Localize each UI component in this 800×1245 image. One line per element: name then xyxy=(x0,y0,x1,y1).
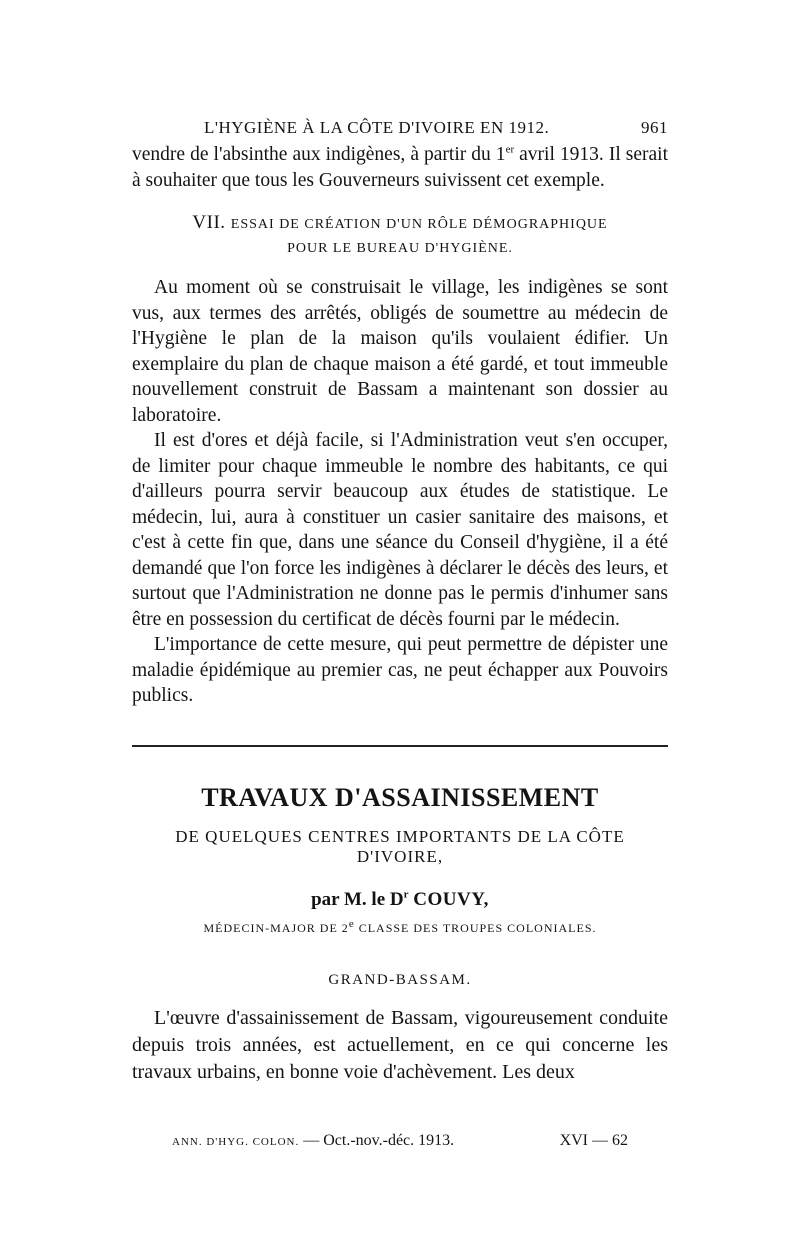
journal-abbrev: ANN. D'HYG. COLON. xyxy=(172,1136,300,1148)
issue-date: — Oct.-nov.-déc. 1913. xyxy=(299,1132,455,1149)
author-affiliation: MÉDECIN-MAJOR DE 2e CLASSE DES TROUPES COLONIALES. xyxy=(203,917,597,935)
section-heading xyxy=(132,211,668,261)
author-byline: par M. le $D^r$ COUVY, xyxy=(311,888,489,910)
author-name: COUVY, xyxy=(413,888,489,910)
article-body xyxy=(132,1005,668,1086)
running-header xyxy=(132,112,668,142)
document-page xyxy=(132,112,668,1086)
body-paragraph: Il est d'ores et déjà facile, si l'Administration veut s'en occuper, de limiter pour chaque immeuble le nombre des habitants, ce qui d'ailleurs pourra servir beaucoup aux études de statistique. Le médecin, lui, aura à constituer un casier sanitaire des maisons, et c'est à cette fin que, dans une séance du Conseil d'hygiène, il a été demandé que l'on force les indigènes à déclarer le décès des leurs, et surtout que l'Administration ne donne pas le permis d'inhumer sans être en possession du certificat de décès fourni par le médecin. xyxy=(132,430,668,630)
section-heading-line2: POUR LE BUREAU D'HYGIÈNE. xyxy=(287,241,513,256)
page-number: 961 xyxy=(641,118,668,137)
article-title: TRAVAUX D'ASSAINISSEMENT xyxy=(201,782,599,812)
body-paragraph: L'importance de cette mesure, qui peut permettre de dépister une maladie épidémique au premier cas, ne peut échapper aux Pouvoirs publics. xyxy=(132,634,668,706)
section-number: VII. xyxy=(192,212,226,233)
body-paragraph: Au moment où se construisait le village, les indigènes se sont vus, aux termes des arrêtés, obligés de soumettre au médecin de l'Hygiène le plan de la maison qu'ils voulaient édifier. Un exemplaire du plan de chaque maison a été gardé, et tout immeuble nouvellement construit de Bassam a maintenant son dossier au laboratoire. xyxy=(132,277,668,426)
section-heading-line1: ESSAI DE CRÉATION D'UN RÔLE DÉMOGRAPHIQUE xyxy=(230,217,608,232)
signature-mark: XVI — 62 xyxy=(559,1132,628,1149)
place-heading: GRAND-BASSAM. xyxy=(328,971,472,988)
continuation-paragraph: vendre de l'absinthe aux indigènes, à partir du 1er avril 1913. Il serait à souhaiter que tous les Gouverneurs suivissent cet exemple. xyxy=(132,143,668,191)
section-divider xyxy=(132,745,668,747)
running-title: L'HYGIÈNE À LA CÔTE D'IVOIRE EN 1912. xyxy=(204,118,550,137)
body-paragraph: L'œuvre d'assainissement de Bassam, vigoureusement conduite depuis trois années, est actuellement, en ce qui concerne les travaux urbains, en bonne voie d'achèvement. Les deux xyxy=(132,1006,668,1083)
article-subtitle: DE QUELQUES CENTRES IMPORTANTS DE LA CÔTE D'IVOIRE, xyxy=(175,826,625,866)
